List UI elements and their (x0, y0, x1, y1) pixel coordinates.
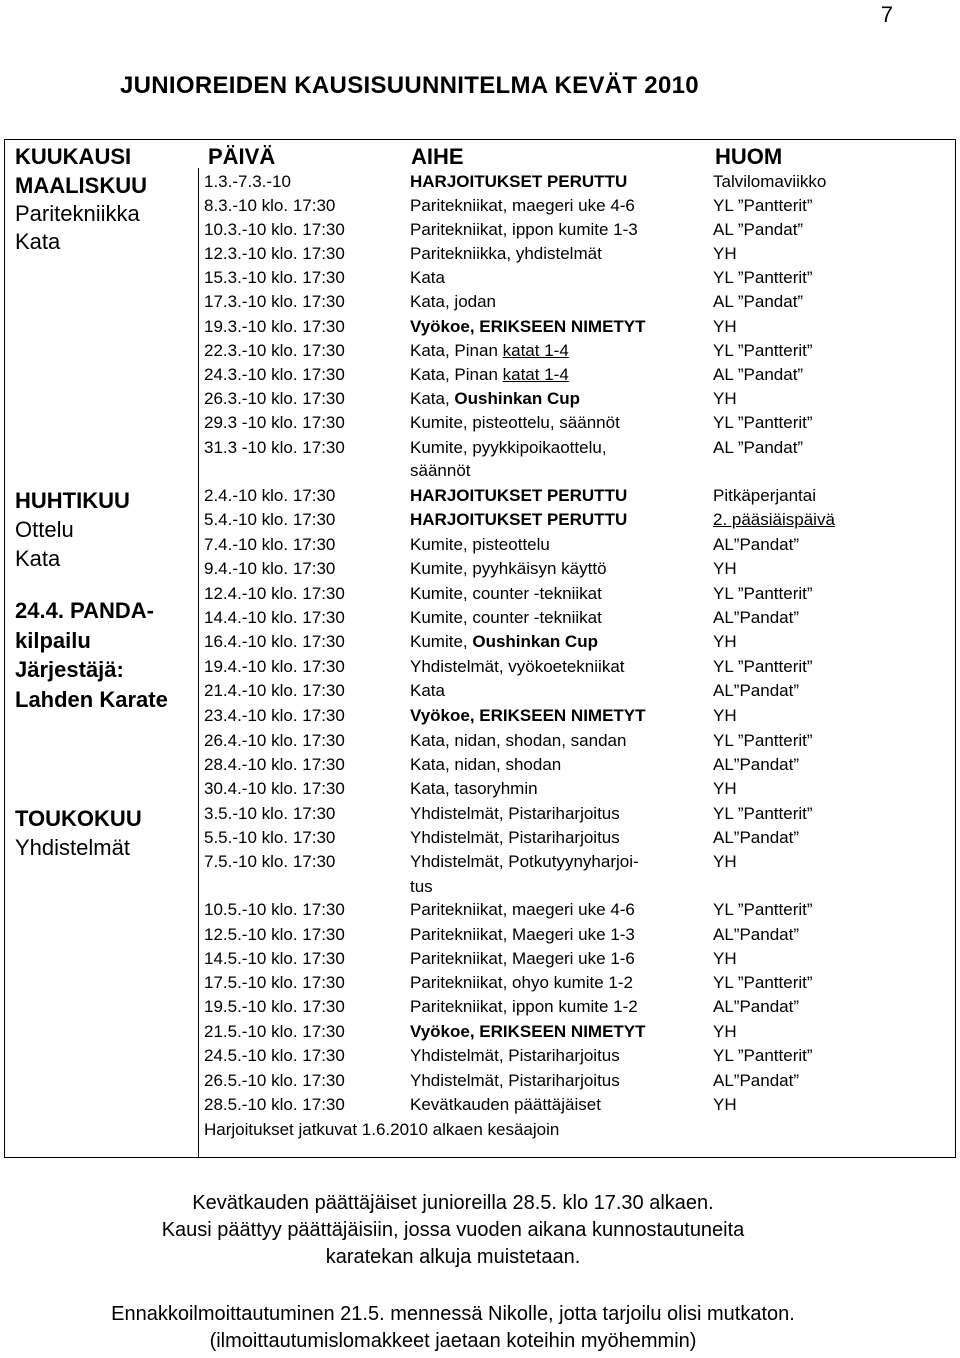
row-date: 10.3.-10 klo. 17:30 (204, 220, 345, 239)
row-topic-continued: säännöt (410, 461, 471, 480)
row-topic: Kata, nidan, shodan, sandan (410, 731, 627, 750)
row-date: 10.5.-10 klo. 17:30 (204, 900, 345, 919)
row-note: AL ”Pandat” (713, 438, 804, 457)
row-topic: Kumite, counter -tekniikat (410, 584, 602, 603)
row-note: 2. pääsiäispäivä (713, 510, 835, 529)
header-month: KUUKAUSI (15, 144, 132, 169)
table-note: Harjoitukset jatkuvat 1.6.2010 alkaen kesäajoin (204, 1120, 560, 1139)
row-topic: Vyökoe, ERIKSEEN NIMETYT (410, 1022, 646, 1041)
row-date: 19.4.-10 klo. 17:30 (204, 657, 345, 676)
row-note: YH (713, 949, 737, 968)
row-topic: Paritekniikka, yhdistelmät (410, 244, 602, 263)
event-panda (15, 596, 168, 714)
row-date: 19.5.-10 klo. 17:30 (204, 997, 345, 1016)
row-topic: Yhdistelmät, Pistariharjoitus (410, 1046, 620, 1065)
row-note: YL ”Pantterit” (713, 1046, 813, 1065)
row-note: YH (713, 632, 737, 651)
row-date: 31.3 -10 klo. 17:30 (204, 438, 345, 457)
row-date: 9.4.-10 klo. 17:30 (204, 559, 336, 578)
month-may (15, 804, 142, 862)
row-topic-part: Kata, (410, 389, 455, 408)
row-date: 30.4.-10 klo. 17:30 (204, 779, 345, 798)
row-date: 24.3.-10 klo. 17:30 (204, 365, 345, 384)
row-date: 12.5.-10 klo. 17:30 (204, 925, 345, 944)
row-note: YL ”Pantterit” (713, 268, 813, 287)
page-number: 7 (880, 2, 893, 27)
row-note: Talvilomaviikko (713, 172, 827, 191)
row-note: YH (713, 852, 737, 871)
row-date: 7.5.-10 klo. 17:30 (204, 852, 336, 871)
row-topic: Paritekniikat, Maegeri uke 1-6 (410, 949, 635, 968)
row-date: 14.4.-10 klo. 17:30 (204, 608, 345, 627)
row-topic: Vyökoe, ERIKSEEN NIMETYT (410, 317, 646, 336)
month-may-name: TOUKOKUU (15, 806, 142, 831)
row-topic-bold: Oushinkan Cup (472, 632, 598, 651)
row-date: 28.5.-10 klo. 17:30 (204, 1095, 345, 1114)
row-note: AL ”Pandat” (713, 220, 804, 239)
row-date: 17.5.-10 klo. 17:30 (204, 973, 345, 992)
row-topic: Yhdistelmät, Potkutyynyharjoi- (410, 852, 639, 871)
row-topic: Paritekniikat, ippon kumite 1-3 (410, 220, 638, 239)
header-day: PÄIVÄ (208, 144, 276, 169)
page-title: JUNIOREIDEN KAUSISUUNNITELMA KEVÄT 2010 (120, 72, 699, 99)
row-note: YL ”Pantterit” (713, 731, 813, 750)
row-note: YH (713, 1022, 737, 1041)
row-date: 21.5.-10 klo. 17:30 (204, 1022, 345, 1041)
row-topic: Kevätkauden päättäjäiset (410, 1095, 601, 1114)
row-note: AL”Pandat” (713, 755, 799, 774)
header-note: HUOM (715, 144, 783, 169)
row-topic: Kata (410, 681, 445, 700)
row-topic: Yhdistelmät, Pistariharjoitus (410, 804, 620, 823)
row-date: 17.3.-10 klo. 17:30 (204, 292, 345, 311)
row-note: AL”Pandat” (713, 681, 799, 700)
row-note: AL”Pandat” (713, 997, 799, 1016)
row-date: 26.3.-10 klo. 17:30 (204, 389, 345, 408)
event-panda-line-4: Lahden Karate (15, 686, 168, 712)
row-topic: Yhdistelmät, Pistariharjoitus (410, 1071, 620, 1090)
header-topic: AIHE (411, 144, 464, 169)
row-topic (410, 341, 569, 361)
row-topic: Kata, tasoryhmin (410, 779, 538, 798)
row-note: AL”Pandat” (713, 828, 799, 847)
row-note: AL ”Pandat” (713, 292, 804, 311)
row-note: YL ”Pantterit” (713, 413, 813, 432)
month-march-theme-2: Kata (15, 229, 61, 254)
footer-line-1: Kevätkauden päättäjäiset junioreilla 28.5. klo 17.30 alkaen. (192, 1192, 714, 1214)
row-topic: Kumite, pyyhkäisyn käyttö (410, 559, 607, 578)
row-topic-continued: tus (410, 877, 433, 896)
row-date: 12.3.-10 klo. 17:30 (204, 244, 345, 263)
row-topic (410, 632, 598, 652)
month-may-theme-1: Yhdistelmät (15, 835, 130, 860)
row-note: YL ”Pantterit” (713, 341, 813, 360)
row-date: 5.4.-10 klo. 17:30 (204, 510, 336, 529)
row-topic-part: Kata, Pinan (410, 365, 503, 384)
row-note: YL ”Pantterit” (713, 584, 813, 603)
row-note: AL ”Pandat” (713, 365, 804, 384)
row-date: 24.5.-10 klo. 17:30 (204, 1046, 345, 1065)
month-march-name: MAALISKUU (15, 173, 147, 198)
row-topic-underlined: katat 1-4 (502, 341, 569, 360)
row-topic-underlined: katat 1-4 (502, 365, 569, 384)
row-date: 12.4.-10 klo. 17:30 (204, 584, 345, 603)
row-date: 26.5.-10 klo. 17:30 (204, 1071, 345, 1090)
row-date: 8.3.-10 klo. 17:30 (204, 196, 336, 215)
row-topic: Kata (410, 268, 445, 287)
row-topic: Kata, jodan (410, 292, 497, 311)
footer-line-4: Ennakkoilmoittautuminen 21.5. mennessä Nikolle, jotta tarjoilu olisi mutkaton. (111, 1303, 795, 1325)
row-note: YL ”Pantterit” (713, 657, 813, 676)
row-topic (410, 365, 569, 385)
row-note: YH (713, 706, 737, 725)
row-date: 5.5.-10 klo. 17:30 (204, 828, 336, 847)
month-april (15, 486, 130, 573)
row-topic: Paritekniikat, ohyo kumite 1-2 (410, 973, 633, 992)
row-topic: Kumite, pisteottelu, säännöt (410, 413, 620, 432)
row-topic: Vyökoe, ERIKSEEN NIMETYT (410, 706, 646, 725)
row-topic: HARJOITUKSET PERUTTU (410, 486, 628, 505)
row-note: AL”Pandat” (713, 1071, 799, 1090)
footer-line-5: (ilmoittautumislomakkeet jaetaan koteihin myöhemmin) (209, 1330, 697, 1352)
row-topic-bold: Oushinkan Cup (454, 389, 581, 408)
row-topic: Kumite, counter -tekniikat (410, 608, 602, 627)
event-panda-line-1: 24.4. PANDA- (15, 598, 154, 623)
column-divider (198, 168, 199, 1157)
row-date: 21.4.-10 klo. 17:30 (204, 681, 345, 700)
row-topic: Yhdistelmät, vyökoetekniikat (410, 657, 625, 676)
row-note: YH (713, 389, 737, 408)
row-date: 14.5.-10 klo. 17:30 (204, 949, 345, 968)
row-topic-part: Kumite, (410, 632, 473, 651)
row-date: 15.3.-10 klo. 17:30 (204, 268, 345, 287)
month-april-theme-2: Kata (15, 546, 61, 571)
month-april-theme-1: Ottelu (15, 517, 74, 542)
row-topic: HARJOITUKSET PERUTTU (410, 510, 628, 529)
row-topic-part: Kata, Pinan (410, 341, 503, 360)
row-note: AL”Pandat” (713, 608, 799, 627)
row-date: 28.4.-10 klo. 17:30 (204, 755, 345, 774)
row-note: YH (713, 1095, 737, 1114)
row-date: 7.4.-10 klo. 17:30 (204, 535, 336, 554)
row-date: 19.3.-10 klo. 17:30 (204, 317, 345, 336)
row-note: Pitkäperjantai (713, 486, 817, 505)
row-date: 26.4.-10 klo. 17:30 (204, 731, 345, 750)
footer-line-3: karatekan alkuja muistetaan. (325, 1246, 581, 1268)
row-note: YH (713, 779, 737, 798)
row-topic: Yhdistelmät, Pistariharjoitus (410, 828, 620, 847)
row-note: YH (713, 559, 737, 578)
row-topic: Kata, nidan, shodan (410, 755, 562, 774)
row-note: YH (713, 317, 737, 336)
event-panda-line-2: kilpailu (15, 627, 91, 653)
event-panda-line-3: Järjestäjä: (15, 657, 124, 682)
row-topic: Paritekniikat, maegeri uke 4-6 (410, 900, 635, 919)
month-march-theme-1: Paritekniikka (15, 201, 140, 226)
row-note: AL”Pandat” (713, 925, 799, 944)
row-note: AL”Pandat” (713, 535, 799, 554)
row-note: YL ”Pantterit” (713, 804, 813, 823)
row-date: 23.4.-10 klo. 17:30 (204, 706, 345, 725)
row-note: YL ”Pantterit” (713, 973, 813, 992)
row-note: YL ”Pantterit” (713, 196, 813, 215)
row-topic (410, 389, 580, 409)
row-topic: HARJOITUKSET PERUTTU (410, 172, 628, 191)
row-topic: Paritekniikat, maegeri uke 4-6 (410, 196, 635, 215)
row-date: 29.3 -10 klo. 17:30 (204, 413, 345, 432)
footer-line-2: Kausi päättyy päättäjäisiin, jossa vuoden aikana kunnostautuneita (161, 1219, 745, 1241)
row-date: 2.4.-10 klo. 17:30 (204, 486, 336, 505)
row-date: 1.3.-7.3.-10 (204, 172, 291, 191)
row-topic: Paritekniikat, ippon kumite 1-2 (410, 997, 638, 1016)
row-note: YH (713, 244, 737, 263)
row-date: 16.4.-10 klo. 17:30 (204, 632, 345, 651)
row-date: 3.5.-10 klo. 17:30 (204, 804, 336, 823)
row-date: 22.3.-10 klo. 17:30 (204, 341, 345, 360)
row-topic: Kumite, pyykkipoikaottelu, (410, 438, 607, 457)
row-topic: Paritekniikat, Maegeri uke 1-3 (410, 925, 635, 944)
row-topic: Kumite, pisteottelu (410, 535, 550, 554)
row-note: YL ”Pantterit” (713, 900, 813, 919)
month-march (15, 172, 147, 256)
month-april-name: HUHTIKUU (15, 488, 130, 513)
